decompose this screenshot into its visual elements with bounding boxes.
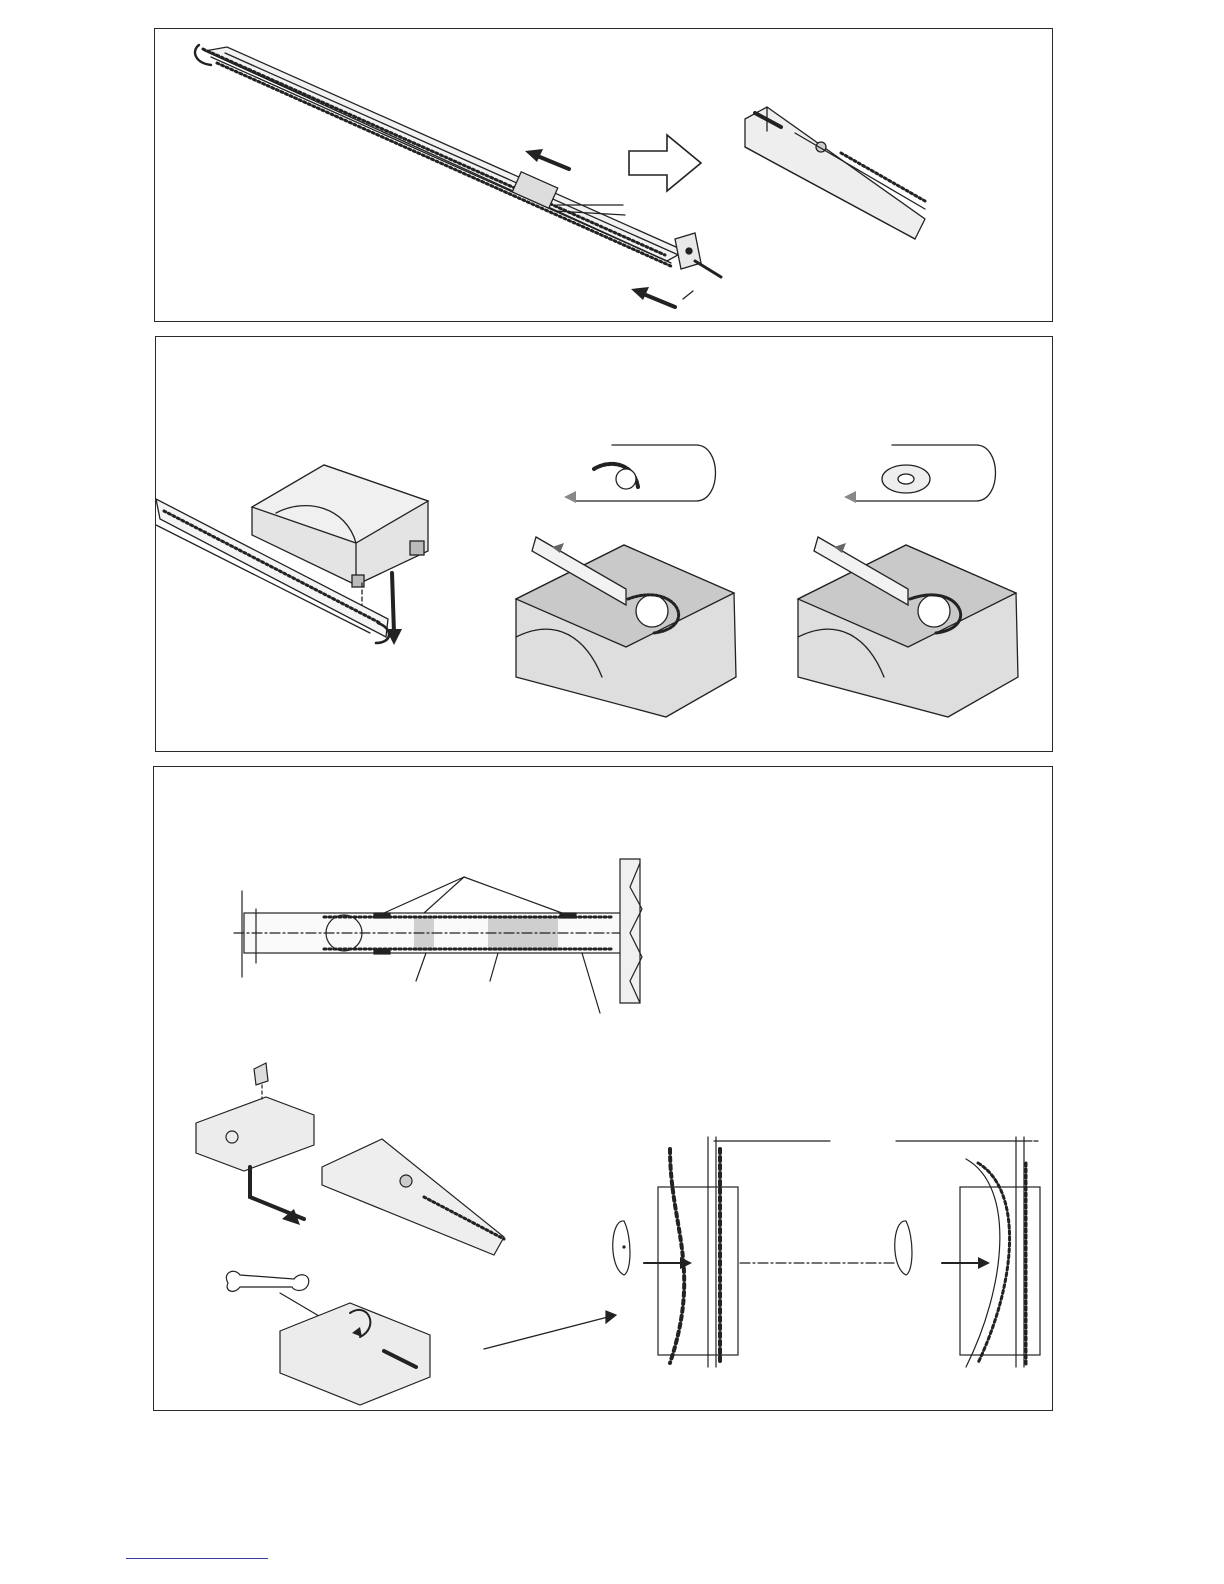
chain-tension-drawing xyxy=(154,767,1054,1412)
footer-link-underline[interactable] xyxy=(126,1558,268,1559)
belt-sag-icon xyxy=(895,1137,1040,1367)
belt-pulley-icon xyxy=(844,445,996,503)
motor-unit-chain xyxy=(516,537,736,717)
figure-panel-motor-mounting xyxy=(155,336,1053,752)
figure-panel-chain-tension xyxy=(153,766,1053,1411)
next-step-arrow-icon xyxy=(629,135,701,191)
figure-panel-rail-tensioning xyxy=(154,28,1053,322)
wrench-icon xyxy=(226,1271,324,1319)
chain-sprocket-icon xyxy=(564,445,716,503)
rail-end-detail-icon xyxy=(745,107,925,239)
chain-sag-icon xyxy=(613,1137,894,1367)
motor-mounting-drawing xyxy=(156,337,1054,753)
tension-bracket-adjusted xyxy=(280,1303,430,1405)
finger-press-icon xyxy=(623,1246,625,1248)
tension-bracket-icon xyxy=(196,1063,504,1255)
rail-section-icon xyxy=(234,859,642,1013)
rail-tensioning-drawing xyxy=(155,29,1054,323)
motor-unit-belt xyxy=(798,537,1018,717)
